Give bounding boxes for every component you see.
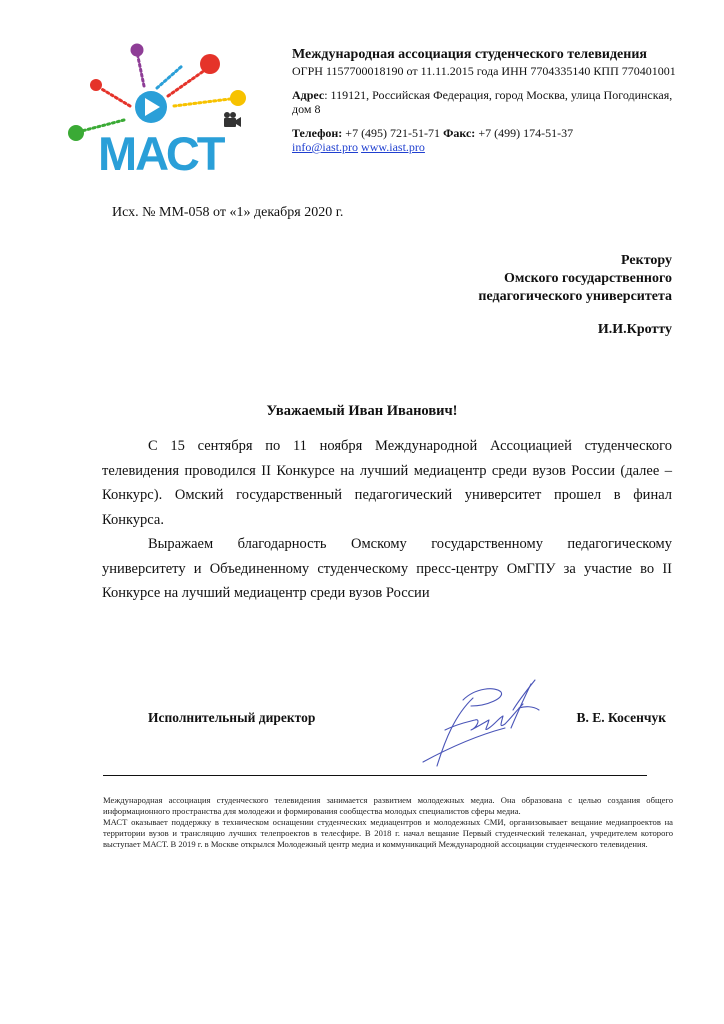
body-paragraph-1: С 15 сентября по 11 ноября Международной Ассоциацией студенческого телевидения проводился II Конкурсе на лучший медиацентр среди вузов России (далее – Конкурс). Омский государственный педагогический университет прошел в финал Конкурса. bbox=[102, 438, 672, 528]
signatory-name: В. Е. Косенчук bbox=[576, 710, 666, 725]
phone-label: Телефон: bbox=[292, 126, 343, 140]
phone-value: +7 (495) 721-51-71 bbox=[342, 126, 444, 140]
fax-value: +7 (499) 174-51-37 bbox=[475, 126, 574, 140]
addressee-line-3: педагогического университета bbox=[478, 289, 672, 304]
signatory-position: Исполнительный директор bbox=[148, 710, 316, 725]
handwritten-signature bbox=[415, 670, 565, 770]
greeting: Уважаемый Иван Иванович! bbox=[266, 403, 458, 419]
address-value: : 119121, Российская Федерация, город Москва, улица Погодинская, дом 8 bbox=[292, 88, 673, 116]
fax-label: Факс: bbox=[443, 126, 476, 140]
org-address bbox=[292, 88, 692, 116]
org-name: Международная ассоциация студенческого телевидения bbox=[292, 47, 647, 62]
org-contacts bbox=[292, 126, 692, 154]
logo-text: МАСТ bbox=[98, 127, 224, 180]
addressee-block bbox=[478, 252, 672, 339]
website-link[interactable]: www.iast.pro bbox=[361, 140, 425, 154]
body-paragraph-2: Выражаем благодарность Омскому государственному педагогическому университету и Объединенному студенческому пресс-центру ОмГПУ за участие во II Конкурсе на лучший медиацентр среди вузов России bbox=[102, 536, 672, 601]
org-header bbox=[292, 47, 692, 154]
footer-text bbox=[103, 795, 673, 850]
footer-divider bbox=[103, 775, 647, 776]
address-label: Адрес bbox=[292, 88, 325, 102]
footer-paragraph-1: Международная ассоциация студенческого телевидения занимается развитием молодежных медиа. Она образована с целью создания общего информационного пространства для молодежи и формирования сообщества молодых специалистов сферы медиа. bbox=[103, 795, 673, 816]
addressee-name: И.И.Кротту bbox=[597, 322, 672, 337]
letter-body bbox=[102, 434, 672, 606]
footer-paragraph-2: МАСТ оказывает поддержку в техническом оснащении студенческих медиацентров и молодежных СМИ, организовывает вещание медиапроектов на территории вузов и трансляцию лучших телепроектов в телесфире. В 2018 г. начал вещание Первый студенческий телеканал, учредителем которого выступает МАСТ. В 2019 г. в Москве открылся Молодежный центр медиа и коммуникаций Международной ассоциации студенческого телевидения. bbox=[103, 817, 673, 849]
outgoing-number: Исх. № ММ-058 от «1» декабря 2020 г. bbox=[112, 205, 344, 220]
signature-row bbox=[0, 700, 724, 780]
mast-logo bbox=[62, 36, 252, 186]
addressee-line-1: Ректору bbox=[621, 253, 672, 268]
addressee-line-2: Омского государственного bbox=[503, 271, 672, 286]
org-registration: ОГРН 1157700018190 от 11.11.2015 года ИНН 7704335140 КПП 770401001 bbox=[292, 64, 676, 78]
email-link[interactable]: info@iast.pro bbox=[292, 140, 359, 154]
